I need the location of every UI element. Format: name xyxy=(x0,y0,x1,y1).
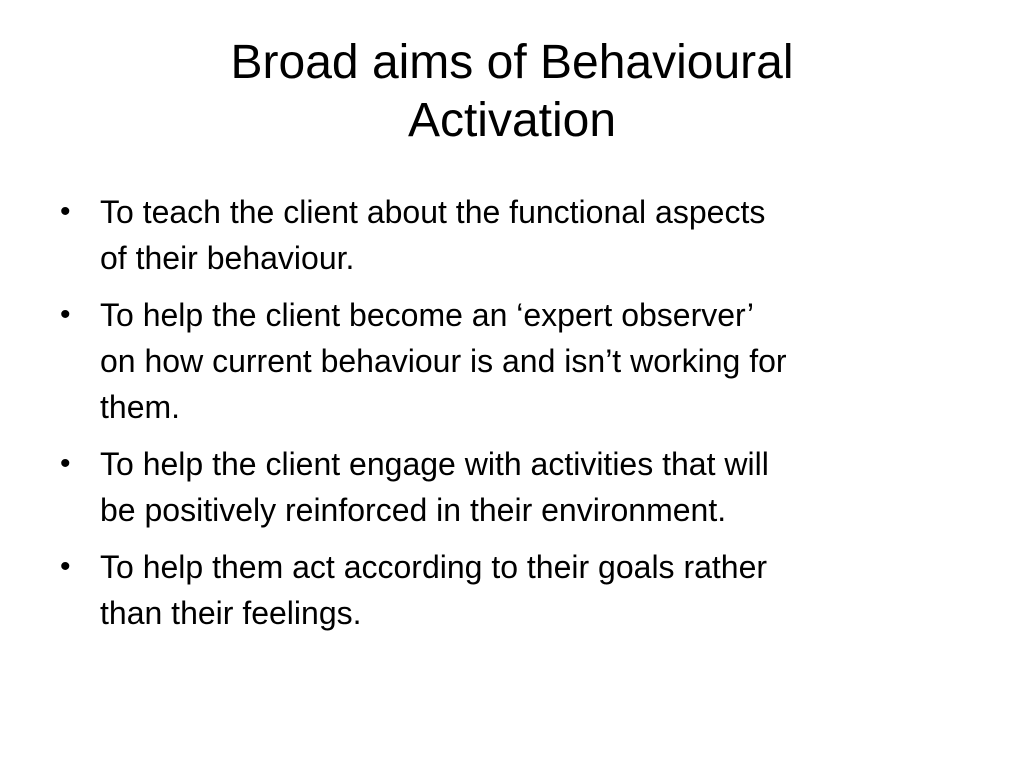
bullet-list xyxy=(58,189,978,647)
bullet-dot-icon: • xyxy=(60,550,71,583)
bullet-dot-icon: • xyxy=(60,298,71,331)
slide-title-line: Activation xyxy=(407,94,617,147)
bullet-text-line: be positively reinforced in their environment. xyxy=(100,492,727,528)
bullet-text-line: on how current behaviour is and isn’t working for xyxy=(100,343,787,379)
bullet-item xyxy=(58,544,978,636)
bullet-text-line: of their behaviour. xyxy=(100,240,355,276)
bullet-text-line: To help the client become an ‘expert observer’ xyxy=(100,297,754,333)
bullet-dot-icon: • xyxy=(60,195,71,228)
slide-title-line: Broad aims of Behavioural xyxy=(230,36,794,89)
bullet-text-line: them. xyxy=(100,389,181,425)
bullet-text-line: To teach the client about the functional aspects xyxy=(100,194,766,230)
bullet-item xyxy=(58,441,978,533)
bullet-text-line: To help them act according to their goals rather xyxy=(100,549,768,585)
bullet-dot-icon: • xyxy=(60,447,71,480)
bullet-item xyxy=(58,189,978,281)
bullet-text-line: than their feelings. xyxy=(100,595,362,631)
slide-title xyxy=(100,34,924,150)
bullet-item xyxy=(58,292,978,430)
bullet-text-line: To help the client engage with activities that will xyxy=(100,446,769,482)
